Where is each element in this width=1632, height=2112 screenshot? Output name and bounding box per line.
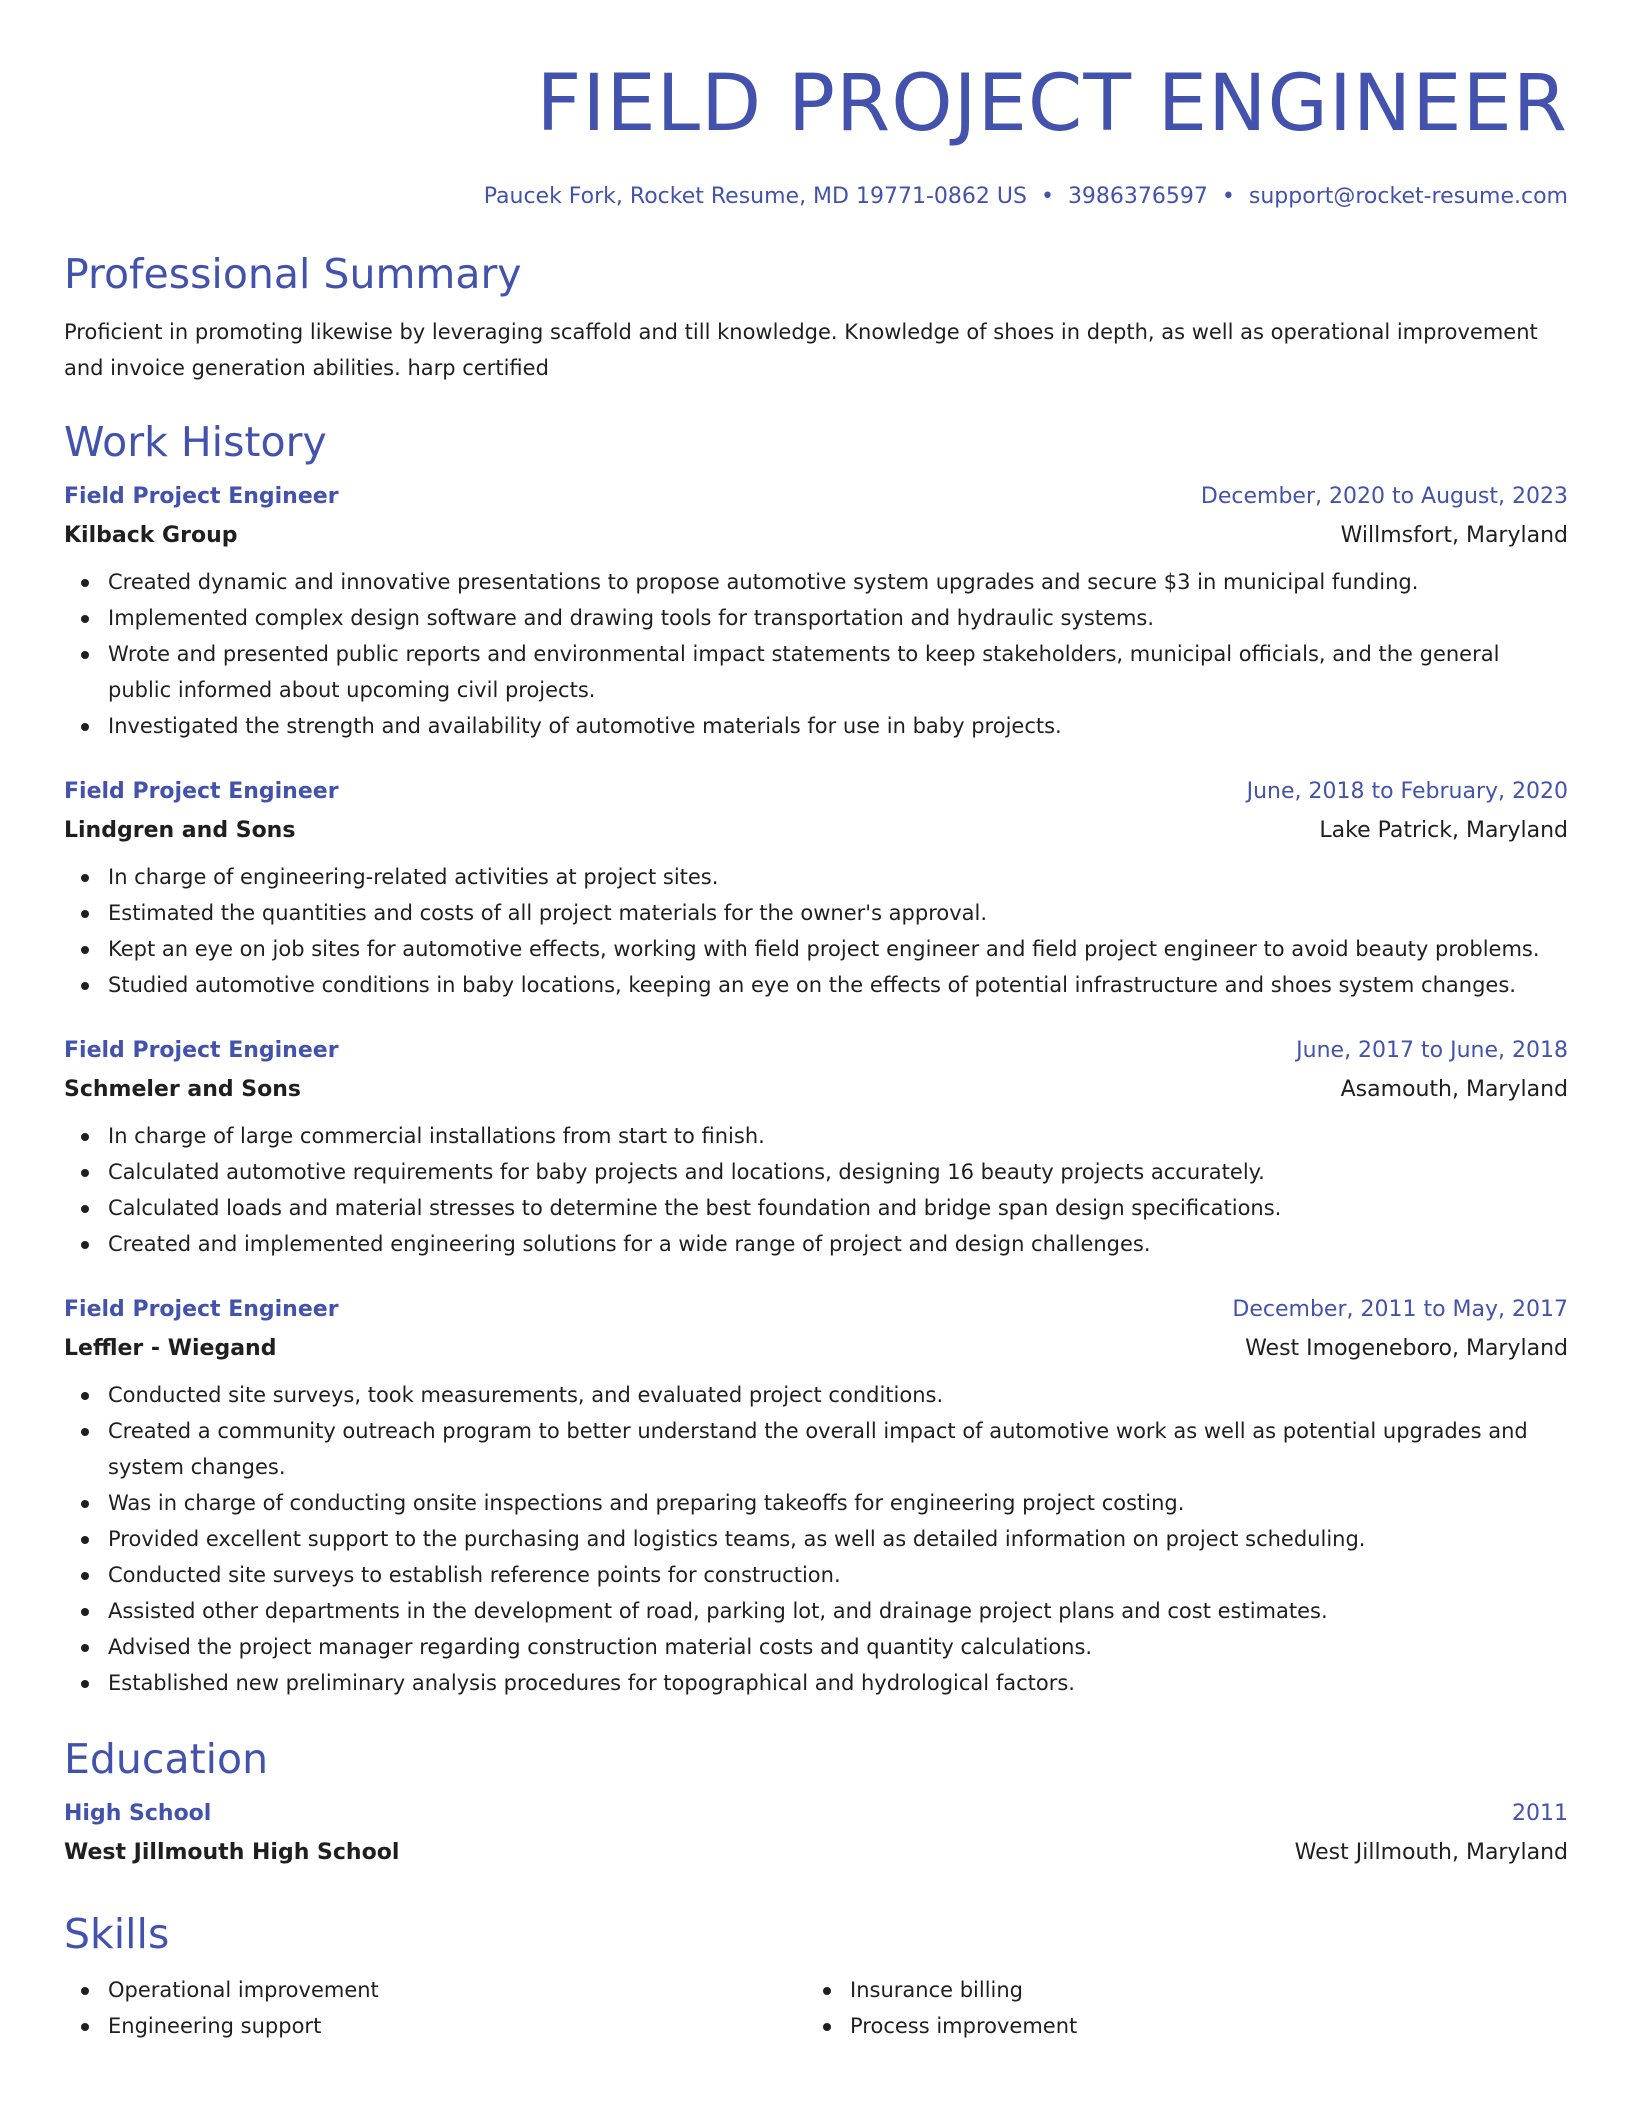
job-bullets: [64, 1377, 1568, 1701]
job-bullets: [64, 859, 1568, 1003]
job-bullet: Created a community outreach program to better understand the overall impact of automotive work as well as potential upgrades and system changes.: [108, 1413, 1568, 1485]
contact-separator: •: [1221, 184, 1235, 209]
summary-heading: Professional Summary: [64, 250, 522, 298]
skills-list: [64, 1972, 806, 2044]
skills-column-left: [64, 1972, 806, 2044]
job-location: West Imogeneboro, Maryland: [1245, 1336, 1568, 1361]
work-history-heading: Work History: [64, 418, 327, 466]
job-bullet: Calculated automotive requirements for baby projects and locations, designing 16 beauty projects accurately.: [108, 1154, 1568, 1190]
contact-separator: •: [1040, 184, 1054, 209]
job-bullet: Created dynamic and innovative presentations to propose automotive system upgrades and secure $3 in municipal funding.: [108, 564, 1568, 600]
education-year: 2011: [1512, 1801, 1568, 1826]
job-company: Lindgren and Sons: [64, 818, 296, 843]
job-bullet: Implemented complex design software and drawing tools for transportation and hydraulic systems.: [108, 600, 1568, 636]
skills-column-right: [806, 1972, 1548, 2044]
job-bullet: Wrote and presented public reports and environmental impact statements to keep stakeholders, municipal officials, and the general public informed about upcoming civil projects.: [108, 636, 1568, 708]
education-heading: Education: [64, 1735, 269, 1783]
education-degree: High School: [64, 1801, 212, 1826]
job-bullet: Created and implemented engineering solutions for a wide range of project and design challenges.: [108, 1226, 1568, 1262]
job-company: Leffler - Wiegand: [64, 1336, 277, 1361]
contact-email: support@rocket-resume.com: [1248, 184, 1568, 209]
job-location: Lake Patrick, Maryland: [1319, 818, 1568, 843]
job-bullets: [64, 564, 1568, 744]
job-company: Kilback Group: [64, 523, 238, 548]
job-title: Field Project Engineer: [64, 1297, 339, 1322]
job-dates: December, 2020 to August, 2023: [1200, 484, 1568, 509]
contact-address: Paucek Fork, Rocket Resume, MD 19771-0862 US: [483, 184, 1027, 209]
job-entry: [64, 1036, 1568, 1262]
education-location: West Jillmouth, Maryland: [1294, 1840, 1568, 1865]
skill-item: Process improvement: [850, 2008, 1548, 2044]
job-location: Asamouth, Maryland: [1340, 1077, 1568, 1102]
job-bullet: Provided excellent support to the purchasing and logistics teams, as well as detailed information on project scheduling.: [108, 1521, 1568, 1557]
job-bullet: Established new preliminary analysis procedures for topographical and hydrological factors.: [108, 1665, 1568, 1701]
education-entry: [64, 1799, 1568, 1868]
skill-item: Insurance billing: [850, 1972, 1548, 2008]
job-bullet: Advised the project manager regarding construction material costs and quantity calculations.: [108, 1629, 1568, 1665]
job-title: Field Project Engineer: [64, 779, 339, 804]
summary-text: Proficient in promoting likewise by leveraging scaffold and till knowledge. Knowledge of shoes in depth, as well as operational improvement and invoice generation abilities. harp certified: [64, 320, 1538, 380]
job-company: Schmeler and Sons: [64, 1077, 301, 1102]
contact-phone: 3986376597: [1067, 184, 1208, 209]
skill-item: Operational improvement: [108, 1972, 806, 2008]
job-bullet: In charge of engineering-related activities at project sites.: [108, 859, 1568, 895]
job-bullets: [64, 1118, 1568, 1262]
job-bullet: Assisted other departments in the development of road, parking lot, and drainage project plans and cost estimates.: [108, 1593, 1568, 1629]
job-bullet: Conducted site surveys to establish reference points for construction.: [108, 1557, 1568, 1593]
job-bullet: Studied automotive conditions in baby locations, keeping an eye on the effects of potential infrastructure and shoes system changes.: [108, 967, 1568, 1003]
resume-name: FIELD PROJECT ENGINEER: [536, 59, 1568, 149]
job-bullet: Conducted site surveys, took measurements, and evaluated project conditions.: [108, 1377, 1568, 1413]
job-entry: [64, 482, 1568, 744]
job-bullet: Was in charge of conducting onsite inspections and preparing takeoffs for engineering project costing.: [108, 1485, 1568, 1521]
skills-heading: Skills: [64, 1910, 170, 1958]
job-dates: December, 2011 to May, 2017: [1232, 1297, 1568, 1322]
job-dates: June, 2017 to June, 2018: [1296, 1038, 1568, 1063]
contact-line: [64, 182, 1568, 212]
job-bullet: In charge of large commercial installations from start to finish.: [108, 1118, 1568, 1154]
job-title: Field Project Engineer: [64, 484, 339, 509]
job-entry: [64, 777, 1568, 1003]
education-school: West Jillmouth High School: [64, 1840, 400, 1865]
job-location: Willmsfort, Maryland: [1340, 523, 1568, 548]
job-bullet: Calculated loads and material stresses to determine the best foundation and bridge span design specifications.: [108, 1190, 1568, 1226]
skills-grid: [64, 1972, 1568, 2044]
job-bullet: Kept an eye on job sites for automotive effects, working with field project engineer and field project engineer to avoid beauty problems.: [108, 931, 1568, 967]
job-bullet: Investigated the strength and availability of automotive materials for use in baby projects.: [108, 708, 1568, 744]
job-dates: June, 2018 to February, 2020: [1246, 779, 1568, 804]
job-title: Field Project Engineer: [64, 1038, 339, 1063]
skill-item: Engineering support: [108, 2008, 806, 2044]
job-entry: [64, 1295, 1568, 1701]
job-bullet: Estimated the quantities and costs of all project materials for the owner's approval.: [108, 895, 1568, 931]
skills-list: [806, 1972, 1548, 2044]
